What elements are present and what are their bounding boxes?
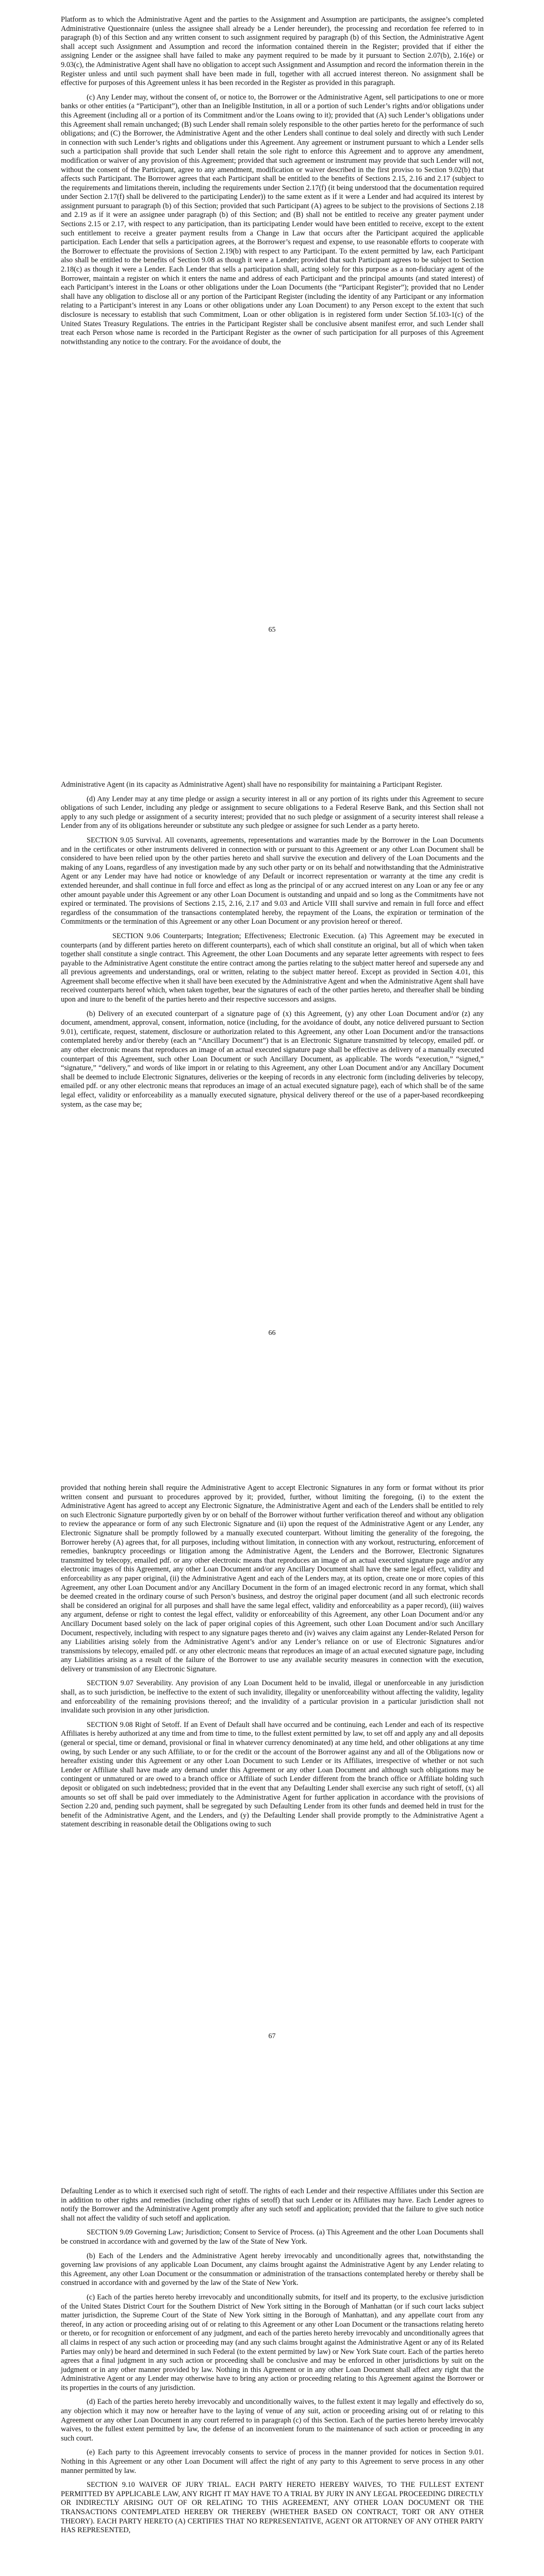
page-68 <box>0 2110 544 2576</box>
page-65-body <box>61 15 484 352</box>
paragraph: SECTION 9.09 Governing Law; Jurisdiction; Consent to Service of Process. (a) This Agreement and the other Loan Documents shall be construed in accordance with and governed by the law of the State of New York. <box>61 2228 484 2246</box>
page-68-body <box>61 2187 484 2540</box>
page-66-body <box>61 781 484 1114</box>
page-67 <box>0 1406 544 2110</box>
paragraph: SECTION 9.06 Counterparts; Integration; Effectiveness; Electronic Execution. (a) This Agreement may be executed in counterparts (and by different parties hereto on different counterparts), each of which shall constitute an original, but all of which when taken together shall constitute a single contract. This Agreement, the other Loan Documents and any separate letter agreements with respect to fees payable to the Administrative Agent constitute the entire contract among the parties relating to the subject matter hereof and supersede any and all previous agreements and understandings, oral or written, relating to the subject matter hereof. Except as provided in Section 4.01, this Agreement shall become effective when it shall have been executed by the Administrative Agent and when the Administrative Agent shall have received counterparts hereof which, when taken together, bear the signatures of each of the other parties hereto, and thereafter shall be binding upon and inure to the benefit of the parties hereto and their respective successors and assigns. <box>61 931 484 1004</box>
page-67-body <box>61 1484 484 1835</box>
paragraph: SECTION 9.08 Right of Setoff. If an Event of Default shall have occurred and be continuing, each Lender and each of its respective Affiliates is hereby authorized at any time and from time to time, to the fullest extent permitted by law, to set off and apply any and all deposits (general or special, time or demand, provisional or final in whatever currency denominated) at any time held, and other obligations at any time owing, by such Lender or any such Affiliate, to or for the credit or the account of the Borrower against any and all of the Obligations now or hereafter existing under this Agreement or any other Loan Document to such Lender or its Affiliates, irrespective of whether or not such Lender or Affiliate shall have made any demand under this Agreement or any other Loan Document and although such obligations may be contingent or unmatured or are owed to a branch office or Affiliate of such Lender different from the branch office or Affiliate holding such deposit or obligated on such indebtedness; provided that in the event that any Defaulting Lender shall exercise any such right of setoff, (x) all amounts so set off shall be paid over immediately to the Administrative Agent for further application in accordance with the provisions of Section 2.20 and, pending such payment, shall be segregated by such Defaulting Lender from its other funds and deemed held in trust for the benefit of the Administrative Agent, and the Lenders, and (y) the Defaulting Lender shall provide promptly to the Administrative Agent a statement describing in reasonable detail the Obligations owing to such <box>61 1720 484 1829</box>
paragraph: SECTION 9.05 Survival. All covenants, agreements, representations and warranties made by the Borrower in the Loan Documents and in the certificates or other instruments delivered in connection with or pursuant to this Agreement or any other Loan Document shall be considered to have been relied upon by the other parties hereto and shall survive the execution and delivery of the Loan Documents and the making of any Loans, regardless of any investigation made by any such other party or on its behalf and notwithstanding that the Administrative Agent or any Lender may have had notice or knowledge of any Default or incorrect representation or warranty at the time any credit is extended hereunder, and shall continue in full force and effect as long as the principal of or any accrued interest on any Loan or any fee or any other amount payable under this Agreement or any other Loan Document is outstanding and unpaid and so long as the Commitments have not expired or terminated. The provisions of Sections 2.15, 2.16, 2.17 and 9.03 and Article VIII shall survive and remain in full force and effect regardless of the consummation of the transactions contemplated hereby, the repayment of the Loans, the expiration or termination of the Commitments or the termination of this Agreement or any other Loan Document or any provision hereof or thereof. <box>61 836 484 926</box>
paragraph: (d) Each of the parties hereto hereby irrevocably and unconditionally waives, to the fullest extent it may legally and effectively do so, any objection which it may now or hereafter have to the laying of venue of any suit, action or proceeding arising out of or relating to this Agreement or any other Loan Document in any court referred to in paragraph (c) of this Section. Each of the parties hereto hereby irrevocably waives, to the fullest extent permitted by law, the defense of an inconvenient forum to the maintenance of such action or proceeding in any such court. <box>61 2398 484 2443</box>
paragraph: Defaulting Lender as to which it exercised such right of setoff. The rights of each Lender and their respective Affiliates under this Section are in addition to other rights and remedies (including other rights of setoff) that such Lender or its Affiliates may have. Each Lender agrees to notify the Borrower and the Administrative Agent promptly after any such setoff and application; provided that the failure to give such notice shall not affect the validity of such setoff and application. <box>61 2187 484 2223</box>
page-number: 65 <box>268 626 276 634</box>
paragraph: SECTION 9.07 Severability. Any provision of any Loan Document held to be invalid, illegal or unenforceable in any jurisdiction shall, as to such jurisdiction, be ineffective to the extent of such invalidity, illegality or unenforceability without affecting the validity, legality and enforceability of the remaining provisions thereof; and the invalidity of a particular provision in a particular jurisdiction shall not invalidate such provision in any other jurisdiction. <box>61 1679 484 1715</box>
page-66 <box>0 703 544 1406</box>
paragraph: (c) Any Lender may, without the consent of, or notice to, the Borrower or the Administrative Agent, sell participations to one or more banks or other entities (a “Participant”), other than an Ineligible Institution, in all or a portion of such Lender’s rights and/or obligations under this Agreement (including all or a portion of its Commitment and/or the Loans owing to it); provided that (A) such Lender’s obligations under this Agreement shall remain unchanged; (B) such Lender shall remain solely responsible to the other parties hereto for the performance of such obligations; and (C) the Borrower, the Administrative Agent and the other Lenders shall continue to deal solely and directly with such Lender in connection with such Lender’s rights and obligations under this Agreement. Any agreement or instrument pursuant to which a Lender sells such a participation shall provide that such Lender shall retain the sole right to enforce this Agreement and to approve any amendment, modification or waiver of any provision of this Agreement; provided that such agreement or instrument may provide that such Lender will not, without the consent of the Participant, agree to any amendment, modification or waiver described in the first proviso to Section 9.02(b) that affects such Participant. The Borrower agrees that each Participant shall be entitled to the benefits of Sections 2.15, 2.16 and 2.17 (subject to the requirements and limitations therein, including the requirements under Section 2.17(f) (it being understood that the documentation required under Section 2.17(f) shall be delivered to the participating Lender)) to the same extent as if it were a Lender and had acquired its interest by assignment pursuant to paragraph (b) of this Section; provided that such Participant (A) agrees to be subject to the provisions of Sections 2.18 and 2.19 as if it were an assignee under paragraph (b) of this Section; and (B) shall not be entitled to receive any greater payment under Sections 2.15 or 2.17, with respect to any participation, than its participating Lender would have been entitled to receive, except to the extent such entitlement to receive a greater payment results from a Change in Law that occurs after the Participant acquired the applicable participation. Each Lender that sells a participation agrees, at the Borrower’s request and expense, to use reasonable efforts to cooperate with the Borrower to effectuate the provisions of Section 2.19(b) with respect to any Participant. To the extent permitted by law, each Participant also shall be entitled to the benefits of Section 9.08 as though it were a Lender; provided that such Participant agrees to be subject to Section 2.18(c) as though it were a Lender. Each Lender that sells a participation shall, acting solely for this purpose as a non-fiduciary agent of the Borrower, maintain a register on which it enters the name and address of each Participant and the principal amounts (and stated interest) of each Participant’s interest in the Loans or other obligations under the Loan Documents (the “Participant Register”); provided that no Lender shall have any obligation to disclose all or any portion of the Participant Register (including the identity of any Participant or any information relating to a Participant’s interest in any Loans or other obligations under any Loan Document) to any Person except to the extent that such disclosure is necessary to establish that such Commitment, Loan or other obligation is in registered form under Section 5f.103-1(c) of the United States Treasury Regulations. The entries in the Participant Register shall be conclusive absent manifest error, and such Lender shall treat each Person whose name is recorded in the Participant Register as the owner of such participation for all purposes of this Agreement notwithstanding any notice to the contrary. For the avoidance of doubt, the <box>61 93 484 346</box>
page-number: 66 <box>268 1329 276 1337</box>
paragraph: Administrative Agent (in its capacity as Administrative Agent) shall have no responsibility for maintaining a Participant Register. <box>61 781 442 789</box>
paragraph: (d) Any Lender may at any time pledge or assign a security interest in all or any portion of its rights under this Agreement to secure obligations of such Lender, including any pledge or assignment to secure obligations to a Federal Reserve Bank, and this Section shall not apply to any such pledge or assignment of a security interest; provided that no such pledge or assignment of a security interest shall release a Lender from any of its obligations hereunder or substitute any such pledgee or assignee for such Lender as a party hereto. <box>61 794 484 831</box>
paragraph: (c) Each of the parties hereto hereby irrevocably and unconditionally submits, for itself and its property, to the exclusive jurisdiction of the United States District Court for the Southern District of New York sitting in the Borough of Manhattan (or if such court lacks subject matter jurisdiction, the Supreme Court of the State of New York sitting in the Borough of Manhattan), and any appellate court from any thereof, in any action or proceeding arising out of or relating to this Agreement or any other Loan Document or the transactions relating hereto or thereto, or for recognition or enforcement of any judgment, and each of the parties hereto hereby irrevocably and unconditionally agrees that all claims in respect of any such action or proceeding may (and any such claims brought against the Administrative Agent or any of its Related Parties may only) be heard and determined in such Federal (to the extent permitted by law) or New York State court. Each of the parties hereto agrees that a final judgment in any such action or proceeding shall be conclusive and may be enforced in other jurisdictions by suit on the judgment or in any other manner provided by law. Nothing in this Agreement or in any other Loan Document shall affect any right that the Administrative Agent or any Lender may otherwise have to bring any action or proceeding relating to this Agreement against the Borrower or its properties in the courts of any jurisdiction. <box>61 2293 484 2392</box>
paragraph: SECTION 9.10 WAIVER OF JURY TRIAL. EACH PARTY HERETO HEREBY WAIVES, TO THE FULLEST EXTENT PERMITTED BY APPLICABLE LAW, ANY RIGHT IT MAY HAVE TO A TRIAL BY JURY IN ANY LEGAL PROCEEDING DIRECTLY OR INDIRECTLY ARISING OUT OF OR RELATING TO THIS AGREEMENT, ANY OTHER LOAN DOCUMENT OR THE TRANSACTIONS CONTEMPLATED HEREBY OR THEREBY (WHETHER BASED ON CONTRACT, TORT OR ANY OTHER THEORY). EACH PARTY HERETO (A) CERTIFIES THAT NO REPRESENTATIVE, AGENT OR ATTORNEY OF ANY OTHER PARTY HAS REPRESENTED, <box>61 2481 484 2535</box>
page-number: 67 <box>268 2032 276 2040</box>
page-65 <box>0 0 544 703</box>
paragraph: Platform as to which the Administrative Agent and the parties to the Assignment and Assumption are participants, the assignee’s completed Administrative Questionnaire (unless the assignee shall already be a Lender hereunder), the processing and recordation fee referred to in paragraph (b) of this Section and any written consent to such assignment required by paragraph (b) of this Section, the Administrative Agent shall accept such Assignment and Assumption and record the information contained therein in the Register; provided that if either the assigning Lender or the assignee shall have failed to make any payment required to be made by it pursuant to Section 2.07(b), 2.16(e) or 9.03(c), the Administrative Agent shall have no obligation to accept such Assignment and Assumption and record the information therein in the Register unless and until such payment shall have been made in full, together with all accrued interest thereon. No assignment shall be effective for purposes of this Agreement unless it has been recorded in the Register as provided in this paragraph. <box>61 15 484 88</box>
paragraph: (b) Each of the Lenders and the Administrative Agent hereby irrevocably and unconditionally agrees that, notwithstanding the governing law provisions of any applicable Loan Document, any claims brought against the Administrative Agent by any Lender relating to this Agreement, any other Loan Document or the consummation or administration of the transactions contemplated hereby or thereby shall be construed in accordance with and governed by the law of the State of New York. <box>61 2251 484 2287</box>
paragraph: provided that nothing herein shall require the Administrative Agent to accept Electronic Signatures in any form or format without its prior written consent and pursuant to procedures approved by it; provided, further, without limiting the foregoing, (i) to the extent the Administrative Agent has agreed to accept any Electronic Signature, the Administrative Agent and each of the Lenders shall be entitled to rely on such Electronic Signature purportedly given by or on behalf of the Borrower without further verification thereof and without any obligation to review the appearance or form of any such Electronic Signature and (ii) upon the request of the Administrative Agent or any Lender, any Electronic Signature shall be promptly followed by a manually executed counterpart. Without limiting the generality of the foregoing, the Borrower hereby (A) agrees that, for all purposes, including without limitation, in connection with any workout, restructuring, enforcement of remedies, bankruptcy proceedings or litigation among the Administrative Agent, the Lenders and the Borrower, Electronic Signatures transmitted by telecopy, emailed pdf. or any other electronic means that reproduces an image of an actual executed signature page and/or any electronic images of this Agreement, any other Loan Document and/or any Ancillary Document shall have the same legal effect, validity and enforceability as any paper original, (ii) the Administrative Agent and each of the Lenders may, at its option, create one or more copies of this Agreement, any other Loan Document and/or any Ancillary Document in the form of an imaged electronic record in any format, which shall be deemed created in the ordinary course of such Person’s business, and destroy the original paper document (and all such electronic records shall be considered an original for all purposes and shall have the same legal effect, validity and enforceability as a paper record), (iii) waives any argument, defense or right to contest the legal effect, validity or enforceability of this Agreement, any other Loan Document and/or any Ancillary Document based solely on the lack of paper original copies of this Agreement, such other Loan Document and/or such Ancillary Document, respectively, including with respect to any signature pages thereto and (iv) waives any claim against any Lender-Related Person for any Liabilities arising solely from the Administrative Agent’s and/or any Lender’s reliance on or use of Electronic Signatures and/or transmissions by telecopy, emailed pdf. or any other electronic means that reproduces an image of an actual executed signature page, including any Liabilities arising as a result of the failure of the Borrower to use any available security measures in connection with the execution, delivery or transmission of any Electronic Signature. <box>61 1484 484 1673</box>
paragraph: (b) Delivery of an executed counterpart of a signature page of (x) this Agreement, (y) any other Loan Document and/or (z) any document, amendment, approval, consent, information, notice (including, for the avoidance of doubt, any notice delivered pursuant to Section 9.01), certificate, request, statement, disclosure or authorization related to this Agreement, any other Loan Document and/or the transactions contemplated hereby and/or thereby (each an “Ancillary Document”) that is an Electronic Signature transmitted by telecopy, emailed pdf. or any other electronic means that reproduces an image of an actual executed signature page shall be effective as delivery of a manually executed counterpart of this Agreement, such other Loan Document or such Ancillary Document, as applicable. The words “execution,” “signed,” “signature,” “delivery,” and words of like import in or relating to this Agreement, any other Loan Document and/or any Ancillary Document shall be deemed to include Electronic Signatures, deliveries or the keeping of records in any electronic form (including deliveries by telecopy, emailed pdf. or any other electronic means that reproduces an image of an actual executed signature page), each of which shall be of the same legal effect, validity or enforceability as a manually executed signature, physical delivery thereof or the use of a paper-based recordkeeping system, as the case may be; <box>61 1009 484 1109</box>
paragraph: (e) Each party to this Agreement irrevocably consents to service of process in the manner provided for notices in Section 9.01. Nothing in this Agreement or any other Loan Document will affect the right of any party to this Agreement to serve process in any other manner permitted by law. <box>61 2448 484 2475</box>
